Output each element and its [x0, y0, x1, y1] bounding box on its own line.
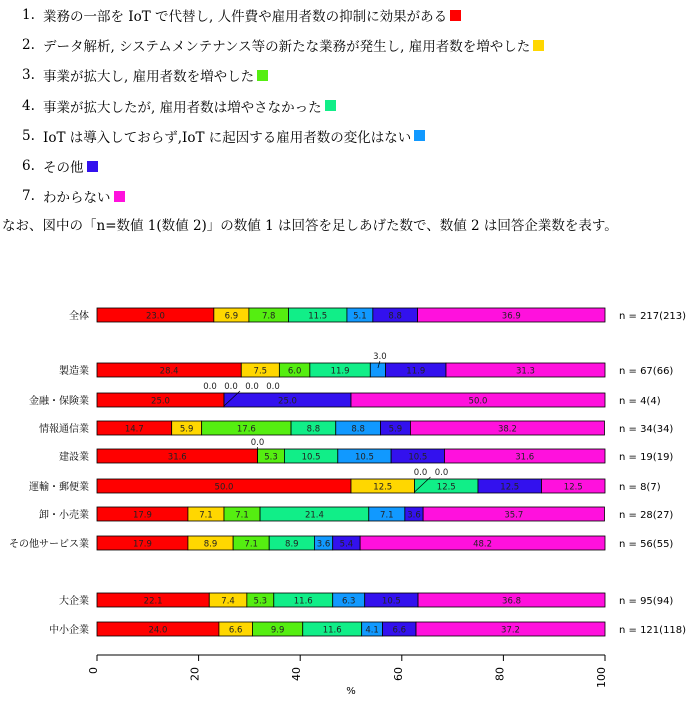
sample-size-label: n = 217(213) — [619, 311, 687, 322]
data-label: 12.5 — [563, 482, 583, 493]
data-label: 17.9 — [132, 539, 152, 550]
data-label: 50.0 — [468, 396, 488, 407]
legend-label: データ解析, システムメンテナンス等の新たな業務が発生し, 雇用者数を増やした — [43, 39, 531, 56]
legend-number: 1. — [22, 7, 35, 24]
data-label: 12.5 — [500, 482, 520, 493]
legend-number: 7. — [22, 188, 35, 205]
zero-value-label: 3.0 — [373, 352, 387, 362]
data-label: 22.1 — [143, 596, 163, 607]
category-label: 製造業 — [59, 366, 89, 377]
x-tick-label: 20 — [188, 667, 202, 681]
data-label: 8.9 — [203, 539, 218, 550]
data-label: 8.9 — [285, 539, 299, 550]
sample-size-label: n = 8(7) — [619, 482, 661, 493]
legend-label: 事業が拡大したが, 雇用者数は増やさなかった — [43, 99, 322, 116]
data-label: 5.3 — [253, 596, 268, 607]
data-label: 31.6 — [167, 452, 187, 463]
data-label: 25.0 — [151, 396, 170, 407]
data-label: 5.4 — [339, 539, 354, 550]
category-label: 卸・小売業 — [39, 510, 89, 521]
data-label: 9.9 — [270, 625, 285, 636]
category-label: 運輸・郵便業 — [29, 482, 89, 493]
data-label: 10.5 — [381, 596, 401, 607]
data-label: 3.6 — [316, 539, 331, 550]
category-label: 情報通信業 — [39, 424, 89, 435]
legend-number: 2. — [22, 37, 35, 54]
data-label: 8.8 — [306, 424, 321, 435]
legend-label: 事業が拡大し, 雇用者数を増やした — [43, 69, 255, 86]
category-label: その他サービス業 — [9, 539, 89, 550]
x-tick-label: 60 — [391, 667, 405, 681]
data-label: 5.9 — [388, 424, 403, 435]
sample-size-label: n = 19(19) — [619, 452, 674, 463]
data-label: 8.8 — [351, 424, 365, 435]
data-label: 17.9 — [132, 510, 152, 521]
data-label: 31.3 — [516, 366, 535, 377]
data-label: 17.6 — [236, 424, 256, 435]
x-tick-label: 0 — [87, 667, 100, 674]
sample-size-label: n = 56(55) — [619, 539, 674, 550]
data-label: 6.3 — [341, 596, 356, 607]
x-tick-label: 100 — [595, 667, 608, 688]
data-label: 4.1 — [365, 625, 379, 636]
data-label: 7.4 — [221, 596, 235, 607]
x-tick-label: 80 — [493, 667, 507, 681]
data-label: 5.9 — [179, 424, 194, 435]
data-label: 11.9 — [330, 366, 350, 377]
data-label: 48.2 — [473, 539, 493, 550]
legend-number: 3. — [22, 67, 35, 84]
chart-note: なお、図中の「n=数値 1(数値 2)」の数値 1 は回答を足しあげた数で、数値 2 は回答企業数を表す。 — [2, 218, 618, 234]
sample-size-label: n = 4(4) — [619, 396, 661, 407]
zero-value-label: 0.0 — [413, 468, 428, 478]
data-label: 10.5 — [354, 452, 374, 463]
data-label: 28.4 — [159, 366, 179, 377]
sample-size-label: n = 121(118) — [619, 625, 687, 636]
data-label: 12.5 — [436, 482, 456, 493]
sample-size-label: n = 67(66) — [619, 366, 674, 377]
legend-number: 4. — [22, 97, 35, 114]
data-label: 23.0 — [145, 311, 165, 322]
data-label: 11.9 — [406, 366, 426, 377]
data-label: 7.1 — [380, 510, 394, 521]
data-label: 21.4 — [304, 510, 324, 521]
zero-value-label: 0.0 — [203, 382, 217, 392]
data-label: 25.0 — [278, 396, 297, 407]
legend-number: 6. — [22, 158, 35, 175]
data-label: 7.8 — [261, 311, 276, 322]
sample-size-label: n = 95(94) — [619, 596, 674, 607]
x-axis-label: % — [346, 686, 356, 697]
x-tick-label: 40 — [290, 667, 304, 681]
data-label: 7.1 — [235, 510, 249, 521]
data-label: 36.8 — [502, 596, 521, 607]
bar-segment — [370, 363, 385, 377]
data-label: 35.7 — [504, 510, 524, 521]
data-label: 5.1 — [353, 311, 367, 322]
sample-size-label: n = 34(34) — [619, 424, 674, 435]
data-label: 31.6 — [515, 452, 535, 463]
data-label: 6.0 — [287, 366, 302, 377]
data-label: 11.6 — [322, 625, 342, 636]
data-label: 38.2 — [497, 424, 517, 435]
data-label: 11.6 — [293, 596, 313, 607]
category-label: 建設業 — [59, 452, 89, 463]
category-label: 中小企業 — [49, 625, 89, 636]
sample-size-label: n = 28(27) — [619, 510, 674, 521]
data-label: 7.1 — [244, 539, 258, 550]
data-label: 7.5 — [253, 366, 268, 377]
data-label: 12.5 — [373, 482, 393, 493]
data-label: 6.6 — [392, 625, 407, 636]
data-label: 11.5 — [308, 311, 328, 322]
legend-number: 5. — [22, 127, 35, 144]
data-label: 36.9 — [501, 311, 521, 322]
data-label: 10.5 — [408, 452, 428, 463]
data-label: 8.8 — [388, 311, 402, 322]
zero-value-label: 0.0 — [250, 438, 265, 448]
category-label: 金融・保険業 — [29, 396, 89, 407]
category-label: 全体 — [69, 311, 89, 322]
data-label: 37.2 — [501, 625, 520, 636]
data-label: 5.3 — [264, 452, 278, 463]
legend-label: その他 — [43, 160, 84, 177]
category-label: 大企業 — [59, 596, 89, 607]
data-label: 3.6 — [407, 510, 421, 521]
data-label: 14.7 — [124, 424, 144, 435]
data-label: 10.5 — [301, 452, 321, 463]
data-label: 6.9 — [224, 311, 239, 322]
zero-value-label: 0.0 — [224, 382, 238, 392]
zero-value-label: 0.0 — [245, 382, 259, 392]
data-label: 50.0 — [214, 482, 234, 493]
data-label: 24.0 — [148, 625, 168, 636]
legend-label: IoT は導入しておらず,IoT に起因する雇用者数の変化はない — [43, 129, 412, 146]
legend-label: 業務の一部を IoT で代替し, 人件費や雇用者数の抑制に効果がある — [43, 9, 448, 26]
data-label: 7.1 — [199, 510, 213, 521]
zero-value-label: 0.0 — [434, 468, 449, 478]
data-label: 6.6 — [228, 625, 243, 636]
legend-label: わからない — [43, 190, 111, 207]
zero-value-label: 0.0 — [266, 382, 280, 392]
